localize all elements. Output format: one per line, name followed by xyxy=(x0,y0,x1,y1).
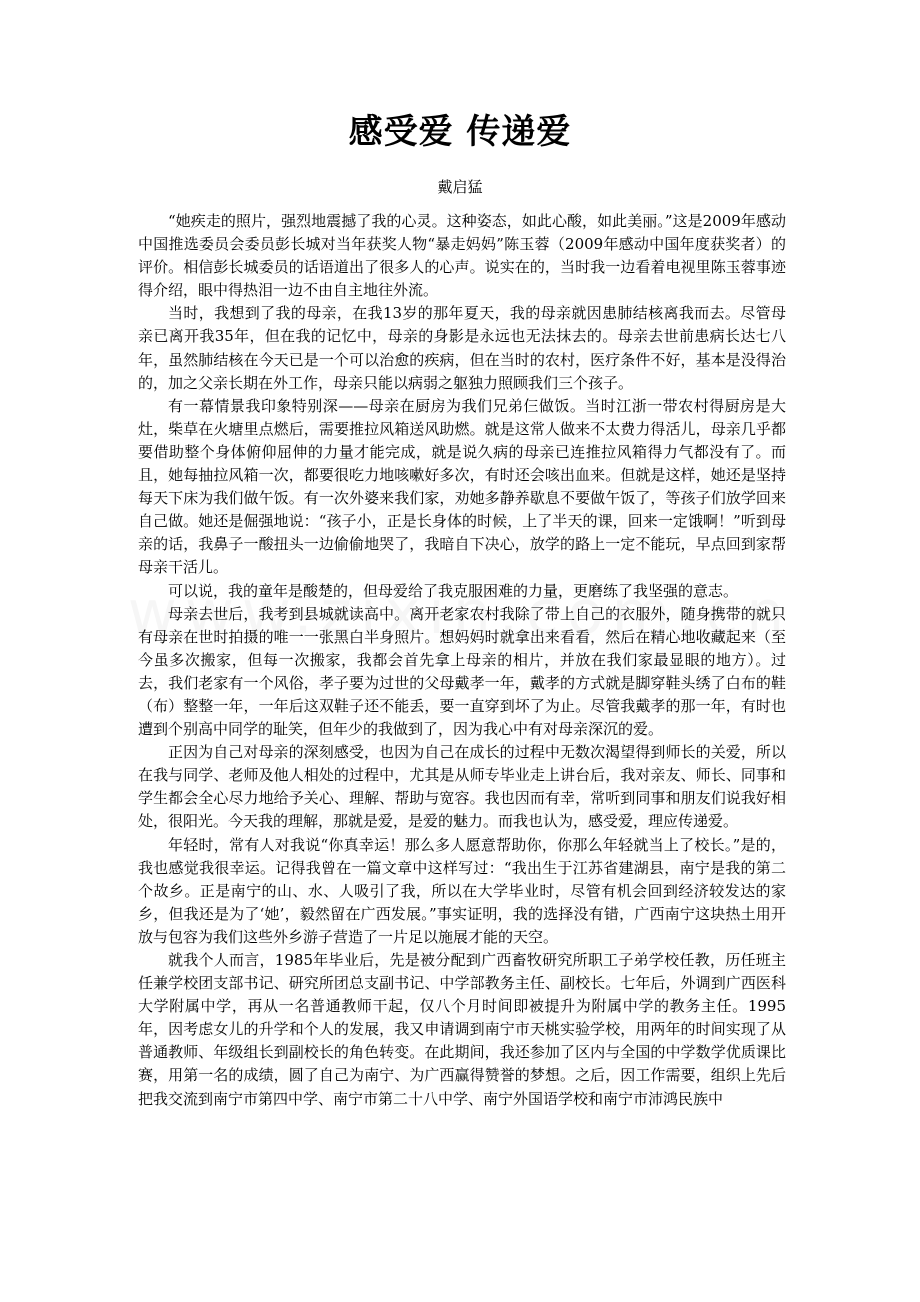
paragraph: 母亲去世后，我考到县城就读高中。离开老家农村我除了带上自己的衣服外，随身携带的就只有母亲在世时拍摄的唯一一张黑白半身照片。想妈妈时就拿出来看看，然后在精心地收藏起来（至今虽多次搬家，但每一次搬家，我都会首先拿上母亲的相片，并放在我们家最显眼的地方）。过去，我们老家有一个风俗，孝子要为过世的父母戴孝一年，戴孝的方式就是脚穿鞋头绣了白布的鞋（布）整整一年，一年后这双鞋子还不能丢，要一直穿到坏了为止。尽管我戴孝的那一年，有时也遭到个别高中同学的耻笑，但年少的我做到了，因为我心中有对母亲深沉的爱。 xyxy=(138,604,786,739)
paragraph: 有一幕情景我印象特别深——母亲在厨房为我们兄弟仨做饭。当时江浙一带农村得厨房是大灶，柴草在火塘里点燃后，需要推拉风箱送风助燃。就是这常人做来不太费力得活儿，母亲几乎都要借助整个身体俯仰屈伸的力量才能完成，就是说久病的母亲已连推拉风箱得力气都没有了。而且，她每抽拉风箱一次，都要很吃力地咳嗽好多次，有时还会咳出血来。但就是这样，她还是坚持每天下床为我们做午饭。有一次外婆来我们家，劝她多静养歇息不要做午饭了，等孩子们放学回来自己做。她还是倔强地说：“孩子小，正是长身体的时候，上了半天的课，回来一定饿啊！”听到母亲的话，我鼻子一酸扭头一边偷偷地哭了，我暗自下决心，放学的路上一定不能玩，早点回到家帮母亲干活儿。 xyxy=(138,396,786,577)
author-name: 戴启猛 xyxy=(437,178,483,196)
page-title: 感受爱 传递爱 xyxy=(348,112,572,152)
paragraph: 可以说，我的童年是酸楚的，但母爱给了我克服困难的力量，更磨练了我坚强的意志。 xyxy=(168,581,739,600)
paragraph: 就我个人而言，1985年毕业后，先是被分配到广西畜牧研究所职工子弟学校任教，历任班主任兼学校团支部书记、研究所团总支副书记、中学部教务主任、副校长。七年后，外调到广西医科大学附属中学，再从一名普通教师干起，仅八个月时间即被提升为附属中学的教务主任。1995年，因考虑女儿的升学和个人的发展，我又申请调到南宁市天桃实验学校，用两年的时间实现了从普通教师、年级组长到副校长的角色转变。在此期间，我还参加了区内与全国的中学数学优质课比赛，用第一名的成绩，圆了自己为南宁、为广西赢得赞誉的梦想。之后，因工作需要，组织上先后把我交流到南宁市第四中学、南宁市第二十八中学、南宁外国语学校和南宁市沛鸿民族中 xyxy=(138,951,786,1108)
article-body xyxy=(138,210,786,1111)
paragraph: 当时，我想到了我的母亲，在我13岁的那年夏天，我的母亲就因患肺结核离我而去。尽管母亲已离开我35年，但在我的记忆中，母亲的身影是永远也无法抹去的。母亲去世前患病长达七八年，虽然肺结核在今天已是一个可以治愈的疾病，但在当时的农村，医疗条件不好，基本是没得治的，加之父亲长期在外工作，母亲只能以病弱之躯独力照顾我们三个孩子。 xyxy=(138,304,786,392)
paragraph: 年轻时，常有人对我说“你真幸运！那么多人愿意帮助你，你那么年轻就当上了校长。”是的，我也感觉我很幸运。记得我曾在一篇文章中这样写过：“我出生于江苏省建湖县，南宁是我的第二个故乡。正是南宁的山、水、人吸引了我，所以在大学毕业时，尽管有机会回到经济较发达的家乡，但我还是为了‘她’，毅然留在广西发展。”事实证明，我的选择没有错，广西南宁这块热土用开放与包容为我们这些外乡游子营造了一片足以施展才能的天空。 xyxy=(138,835,786,946)
paragraph: “她疾走的照片，强烈地震撼了我的心灵。这种姿态，如此心酸，如此美丽。”这是2009年感动中国推选委员会委员彭长城对当年获奖人物“暴走妈妈”陈玉蓉（2009年感动中国年度获奖者）的评价。相信彭长城委员的话语道出了很多人的心声。说实在的，当时我一边看着电视里陈玉蓉事迹得介绍，眼中得热泪一边不由自主地往外流。 xyxy=(138,212,786,300)
paragraph: 正因为自己对母亲的深刻感受，也因为自己在成长的过程中无数次渴望得到师长的关爱，所以在我与同学、老师及他人相处的过程中，尤其是从师专毕业走上讲台后，我对亲友、师长、同事和学生都会全心尽力地给予关心、理解、帮助与宽容。我也因而有幸，常听到同事和朋友们说我好相处，很阳光。今天我的理解，那就是爱，是爱的魅力。而我也认为，感受爱，理应传递爱。 xyxy=(138,743,786,831)
